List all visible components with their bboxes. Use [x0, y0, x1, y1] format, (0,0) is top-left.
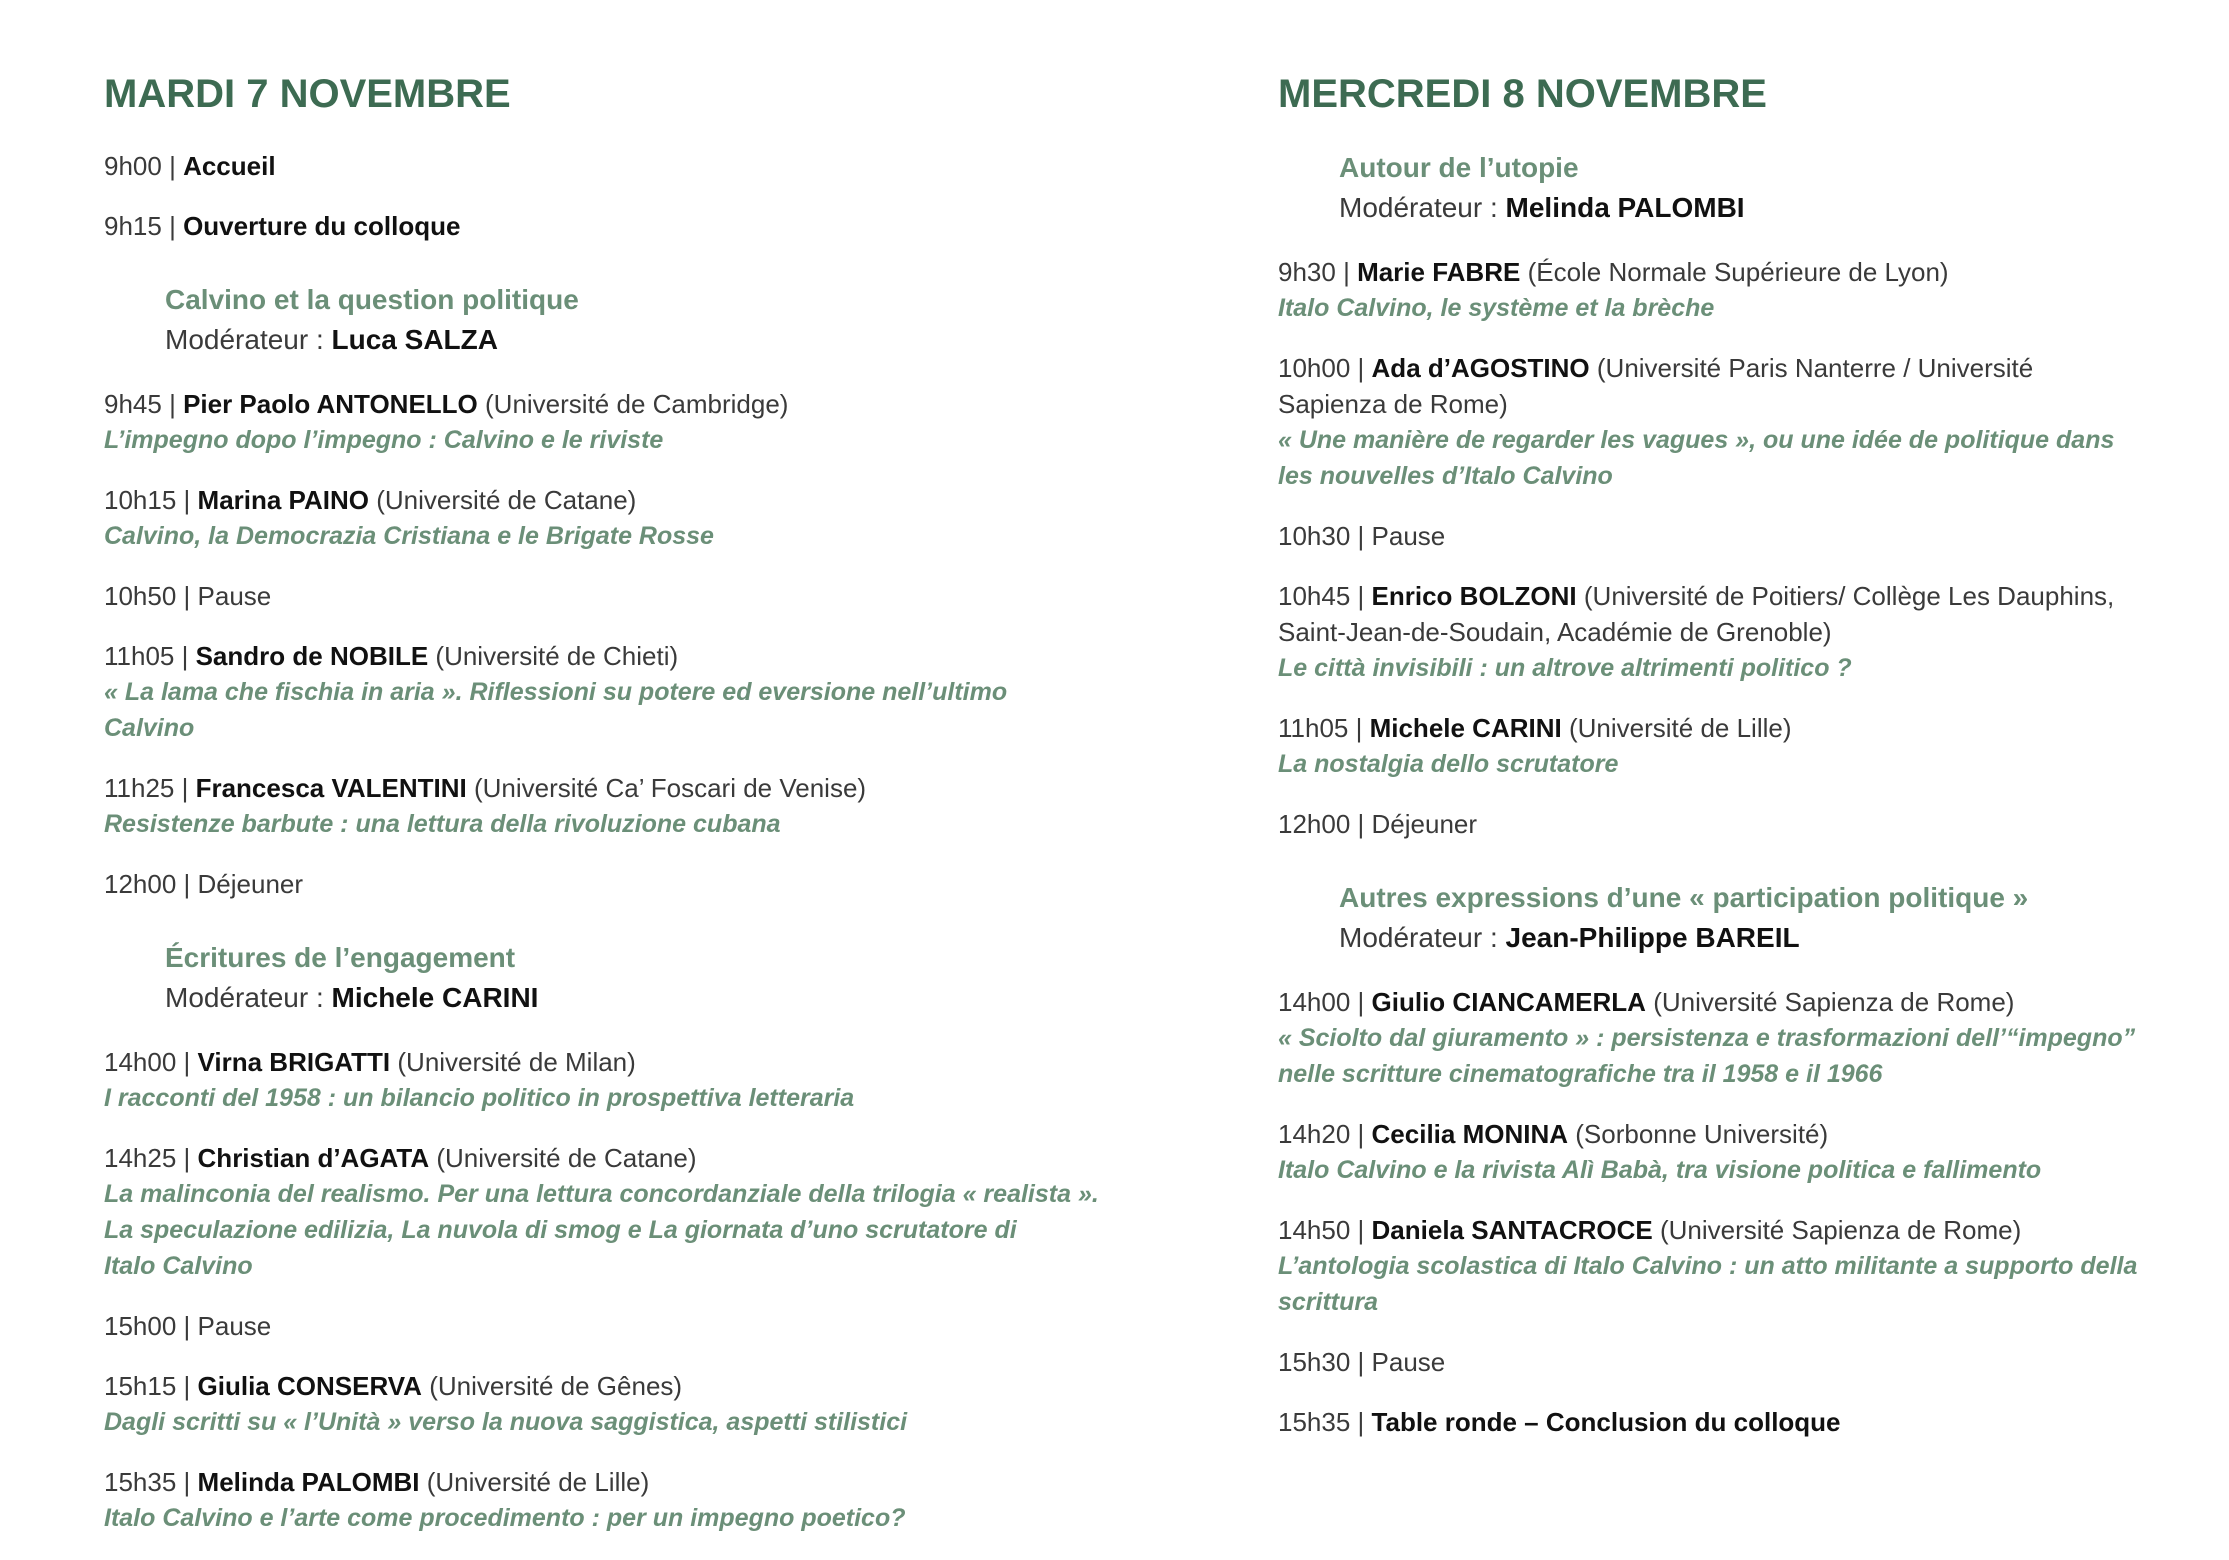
speaker-name: Michele CARINI — [1369, 713, 1562, 743]
program-entry — [1278, 350, 2178, 494]
program-entry — [1278, 518, 2178, 554]
speaker-name: Sandro de NOBILE — [195, 641, 429, 671]
session-header — [1339, 878, 2178, 958]
program-entry — [1278, 1404, 2178, 1440]
talk-title-line: les nouvelles d’Italo Calvino — [1278, 462, 1613, 490]
separator: | — [1343, 257, 1358, 287]
session-moderator — [165, 978, 1104, 1018]
day-column-tuesday — [104, 70, 1104, 1560]
separator: | — [181, 773, 196, 803]
program-entry — [104, 1368, 1104, 1440]
speaker-name: Cecilia MONINA — [1371, 1119, 1569, 1149]
session-header — [1339, 148, 2178, 228]
speaker-affiliation: (Université Ca’ Foscari de Venise) — [474, 773, 867, 803]
separator: | — [183, 1371, 198, 1401]
session-title: Autres expressions d’une « participation politique » — [1339, 882, 2029, 913]
speaker-name: Marina PAINO — [197, 485, 369, 515]
talk-title-line: nelle scritture cinematografiche tra il 1958 e il 1966 — [1278, 1060, 1883, 1088]
speaker-name: Giulia CONSERVA — [197, 1371, 422, 1401]
speaker-affiliation: (Université de Poitiers/ Collège Les Dauphins, — [1583, 581, 2115, 611]
session-moderator — [1339, 188, 2178, 228]
separator: | — [1357, 1119, 1372, 1149]
talk-title: « La lama che fischia in aria ». Riflessioni su potere ed eversione nell’ultimo Calvino — [104, 678, 1008, 742]
program-entry — [104, 638, 1104, 746]
speaker-name: Ada d’AGOSTINO — [1371, 353, 1590, 383]
entry-time: 15h00 — [104, 1311, 177, 1341]
program-entry — [1278, 1212, 2178, 1320]
speaker-affiliation-line: Sapienza de Rome) — [1278, 389, 1508, 419]
entry-label: Pause — [1371, 1347, 1446, 1377]
entry-time: 12h00 — [104, 869, 177, 899]
talk-title: Dagli scritti su « l’Unità » verso la nuova saggistica, aspetti stilistici — [104, 1408, 908, 1436]
entry-time: 11h05 — [104, 641, 175, 671]
talk-title: I racconti del 1958 : un bilancio politico in prospettiva letteraria — [104, 1084, 855, 1112]
program-entry — [1278, 254, 2178, 326]
entry-time: 14h20 — [1278, 1119, 1351, 1149]
entry-time: 11h25 — [104, 773, 175, 803]
talk-title-line: La malinconia del realismo. Per una lettura concordanziale della trilogia « realista ». — [104, 1180, 1099, 1208]
separator: | — [1357, 1407, 1372, 1437]
speaker-affiliation: (Université de Milan) — [397, 1047, 636, 1077]
speaker-affiliation: (Université de Cambridge) — [485, 389, 789, 419]
program-entry — [1278, 1116, 2178, 1188]
talk-title-line: La speculazione edilizia, La nuvola di smog e La giornata d’uno scrutatore di — [104, 1216, 1017, 1244]
moderator-label: Modérateur : — [1339, 922, 1498, 953]
moderator-name: Jean-Philippe BAREIL — [1505, 922, 1800, 953]
program-entry — [104, 770, 1104, 842]
separator: | — [183, 1467, 198, 1497]
speaker-name: Marie FABRE — [1357, 257, 1521, 287]
program-entry — [104, 1308, 1104, 1344]
entry-time: 15h35 — [1278, 1407, 1351, 1437]
entry-time: 12h00 — [1278, 809, 1351, 839]
speaker-affiliation: (École Normale Supérieure de Lyon) — [1527, 257, 1949, 287]
day-title: MERCREDI 8 NOVEMBRE — [1278, 72, 1767, 116]
talk-title-line: L’antologia scolastica di Italo Calvino : un atto militante a supporto della — [1278, 1252, 2138, 1280]
program-entry — [104, 1140, 1104, 1284]
separator: | — [183, 1311, 198, 1341]
program-entry — [104, 1464, 1104, 1536]
talk-title: Resistenze barbute : una lettura della rivoluzione cubana — [104, 810, 781, 838]
talk-title-line: « Sciolto dal giuramento » : persistenza e trasformazioni dell’“impegno” — [1278, 1024, 2136, 1052]
speaker-name: Christian d’AGATA — [197, 1143, 430, 1173]
entry-label: Déjeuner — [197, 869, 304, 899]
session-moderator — [165, 320, 1104, 360]
entry-time: 10h00 — [1278, 353, 1351, 383]
moderator-label: Modérateur : — [165, 324, 324, 355]
speaker-affiliation: (Université de Lille) — [1568, 713, 1792, 743]
speaker-affiliation: (Université de Chieti) — [435, 641, 679, 671]
entry-label: Ouverture du colloque — [183, 211, 461, 241]
entry-time: 9h30 — [1278, 257, 1336, 287]
day-column-wednesday — [1278, 70, 2178, 1464]
moderator-label: Modérateur : — [165, 982, 324, 1013]
speaker-affiliation: (Université Sapienza de Rome) — [1653, 987, 2015, 1017]
talk-title: Italo Calvino, le système et la brèche — [1278, 294, 1715, 322]
program-entry — [104, 866, 1104, 902]
talk-title: La nostalgia dello scrutatore — [1278, 750, 1619, 778]
separator: | — [1357, 1347, 1372, 1377]
speaker-affiliation: (Université de Catane) — [436, 1143, 697, 1173]
speaker-affiliation: (Sorbonne Université) — [1575, 1119, 1829, 1149]
program-entry — [1278, 806, 2178, 842]
separator: | — [1357, 1215, 1372, 1245]
entry-label: Pause — [197, 581, 272, 611]
talk-title: Le città invisibili : un altrove altrimenti politico ? — [1278, 654, 1852, 682]
entry-time: 14h50 — [1278, 1215, 1351, 1245]
entry-time: 15h35 — [104, 1467, 177, 1497]
separator: | — [169, 211, 184, 241]
speaker-name: Daniela SANTACROCE — [1371, 1215, 1653, 1245]
speaker-name: Giulio CIANCAMERLA — [1371, 987, 1646, 1017]
speaker-name: Pier Paolo ANTONELLO — [183, 389, 478, 419]
entry-time: 11h05 — [1278, 713, 1349, 743]
separator: | — [181, 641, 196, 671]
separator: | — [169, 151, 184, 181]
speaker-affiliation: (Université Sapienza de Rome) — [1660, 1215, 2022, 1245]
entry-label: Déjeuner — [1371, 809, 1478, 839]
talk-title-line: scrittura — [1278, 1288, 1379, 1316]
entry-time: 10h30 — [1278, 521, 1351, 551]
separator: | — [1357, 353, 1372, 383]
speaker-affiliation: (Université Paris Nanterre / Université — [1596, 353, 2034, 383]
session-title: Écritures de l’engagement — [165, 942, 516, 973]
program-entry — [104, 208, 1104, 244]
program-entry — [104, 482, 1104, 554]
speaker-affiliation: (Université de Catane) — [376, 485, 637, 515]
speaker-name: Francesca VALENTINI — [195, 773, 467, 803]
moderator-name: Melinda PALOMBI — [1505, 192, 1745, 223]
speaker-name: Enrico BOLZONI — [1371, 581, 1577, 611]
entry-label: Pause — [197, 1311, 272, 1341]
entry-time: 10h50 — [104, 581, 177, 611]
entry-time: 14h25 — [104, 1143, 177, 1173]
entry-label: Accueil — [183, 151, 276, 181]
entry-label: Table ronde – Conclusion du colloque — [1371, 1407, 1841, 1437]
talk-title: L’impegno dopo l’impegno : Calvino e le riviste — [104, 426, 664, 454]
program-entry — [104, 386, 1104, 458]
entry-time: 15h15 — [104, 1371, 177, 1401]
program-entry — [1278, 984, 2178, 1092]
entry-time: 14h00 — [1278, 987, 1351, 1017]
session-title: Autour de l’utopie — [1339, 152, 1579, 183]
program-entry — [104, 148, 1104, 184]
speaker-name: Virna BRIGATTI — [197, 1047, 391, 1077]
entry-time: 10h15 — [104, 485, 177, 515]
speaker-affiliation: (Université de Lille) — [426, 1467, 650, 1497]
program-entry — [1278, 710, 2178, 782]
separator: | — [183, 1047, 198, 1077]
separator: | — [1355, 713, 1370, 743]
talk-title-line: Italo Calvino — [104, 1252, 253, 1280]
separator: | — [183, 581, 198, 611]
separator: | — [1357, 809, 1372, 839]
speaker-name: Melinda PALOMBI — [197, 1467, 420, 1497]
talk-title: Italo Calvino e la rivista Alì Babà, tra visione politica e fallimento — [1278, 1156, 2042, 1184]
moderator-label: Modérateur : — [1339, 192, 1498, 223]
separator: | — [169, 389, 184, 419]
moderator-name: Michele CARINI — [331, 982, 539, 1013]
moderator-name: Luca SALZA — [331, 324, 498, 355]
speaker-affiliation-line: Saint-Jean-de-Soudain, Académie de Grenoble) — [1278, 617, 1832, 647]
entry-time: 10h45 — [1278, 581, 1351, 611]
entry-time: 9h15 — [104, 211, 162, 241]
program-entry — [104, 1044, 1104, 1116]
separator: | — [183, 485, 198, 515]
talk-title-line: « Une manière de regarder les vagues », ou une idée de politique dans — [1278, 426, 2115, 454]
separator: | — [1357, 521, 1372, 551]
speaker-affiliation: (Université de Gênes) — [429, 1371, 683, 1401]
separator: | — [1357, 987, 1372, 1017]
session-header — [165, 280, 1104, 360]
program-entry — [1278, 578, 2178, 686]
day-title: MARDI 7 NOVEMBRE — [104, 72, 511, 116]
session-header — [165, 938, 1104, 1018]
separator: | — [183, 1143, 198, 1173]
separator: | — [1357, 581, 1372, 611]
session-title: Calvino et la question politique — [165, 284, 579, 315]
program-entry — [1278, 1344, 2178, 1380]
program-entry — [104, 578, 1104, 614]
entry-label: Pause — [1371, 521, 1446, 551]
talk-title: Italo Calvino e l’arte come procedimento : per un impegno poetico? — [104, 1504, 906, 1532]
entry-time: 15h30 — [1278, 1347, 1351, 1377]
entry-time: 9h45 — [104, 389, 162, 419]
entry-time: 9h00 — [104, 151, 162, 181]
separator: | — [183, 869, 198, 899]
entry-time: 14h00 — [104, 1047, 177, 1077]
session-moderator — [1339, 918, 2178, 958]
talk-title: Calvino, la Democrazia Cristiana e le Brigate Rosse — [104, 522, 714, 550]
